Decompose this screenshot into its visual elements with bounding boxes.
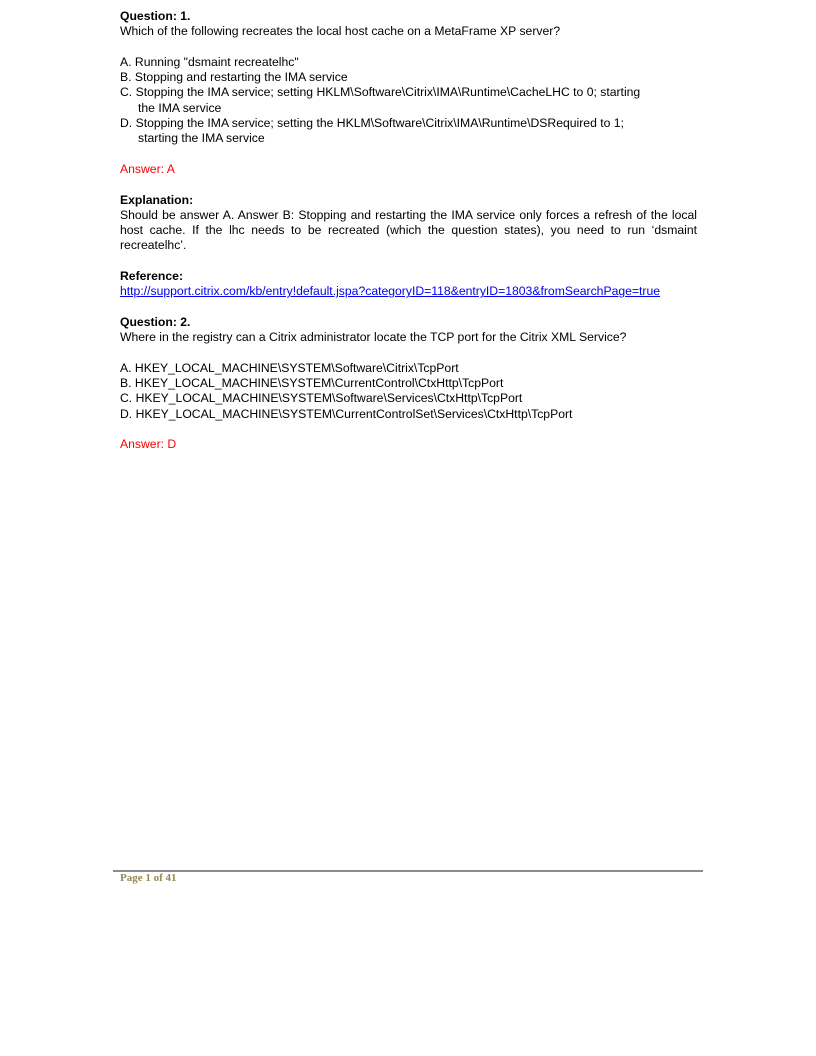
question-2-text: Where in the registry can a Citrix administrator locate the TCP port for the Citrix XML Service?: [120, 330, 627, 345]
reference-link[interactable]: http://support.citrix.com/kb/entry!default.jspa?categoryID=118&entryID=1803&fromSearchPage=true: [120, 284, 661, 299]
question-1-text: Which of the following recreates the local host cache on a MetaFrame XP server?: [120, 24, 561, 39]
question-2-options: [120, 361, 697, 422]
question-1: [120, 9, 697, 300]
question-2-option-b: B. HKEY_LOCAL_MACHINE\SYSTEM\CurrentControl\CtxHttp\TcpPort: [120, 376, 504, 391]
document-body: [120, 9, 697, 453]
question-2-answer: Answer: D: [120, 437, 177, 452]
reference-label: Reference:: [120, 269, 183, 284]
question-1-label: Question: 1.: [120, 9, 191, 23]
question-2-option-a: A. HKEY_LOCAL_MACHINE\SYSTEM\Software\Citrix\TcpPort: [120, 360, 459, 375]
question-1-option-a: A. Running "dsmaint recreatelhc": [120, 54, 299, 69]
explanation-text: Should be answer A. Answer B: Stopping and restarting the IMA service only forces a refresh of the local host cache. If the lhc needs to be recreated (which the question states), you need to run ‘dsmaint recreatelhc’.: [120, 207, 697, 253]
explanation-label: Explanation:: [120, 192, 194, 207]
question-2-label: Question: 2.: [120, 314, 191, 329]
page-number: Page 1 of 41: [120, 872, 177, 884]
question-1-option-c: C. Stopping the IMA service; setting HKLM\Software\Citrix\IMA\Runtime\CacheLHC to 0; starting the IMA service: [120, 85, 641, 115]
footer-divider: [113, 870, 703, 872]
question-2-option-c: C. HKEY_LOCAL_MACHINE\SYSTEM\Software\Services\CtxHttp\TcpPort: [120, 391, 523, 406]
question-1-option-b: B. Stopping and restarting the IMA service: [120, 70, 348, 85]
question-1-options: [120, 55, 697, 147]
question-1-answer: Answer: A: [120, 161, 175, 176]
question-1-option-d: D. Stopping the IMA service; setting the HKLM\Software\Citrix\IMA\Runtime\DSRequired to 1; starting the IMA service: [120, 116, 624, 146]
question-2: [120, 315, 697, 453]
question-2-option-d: D. HKEY_LOCAL_MACHINE\SYSTEM\CurrentControlSet\Services\CtxHttp\TcpPort: [120, 406, 573, 421]
